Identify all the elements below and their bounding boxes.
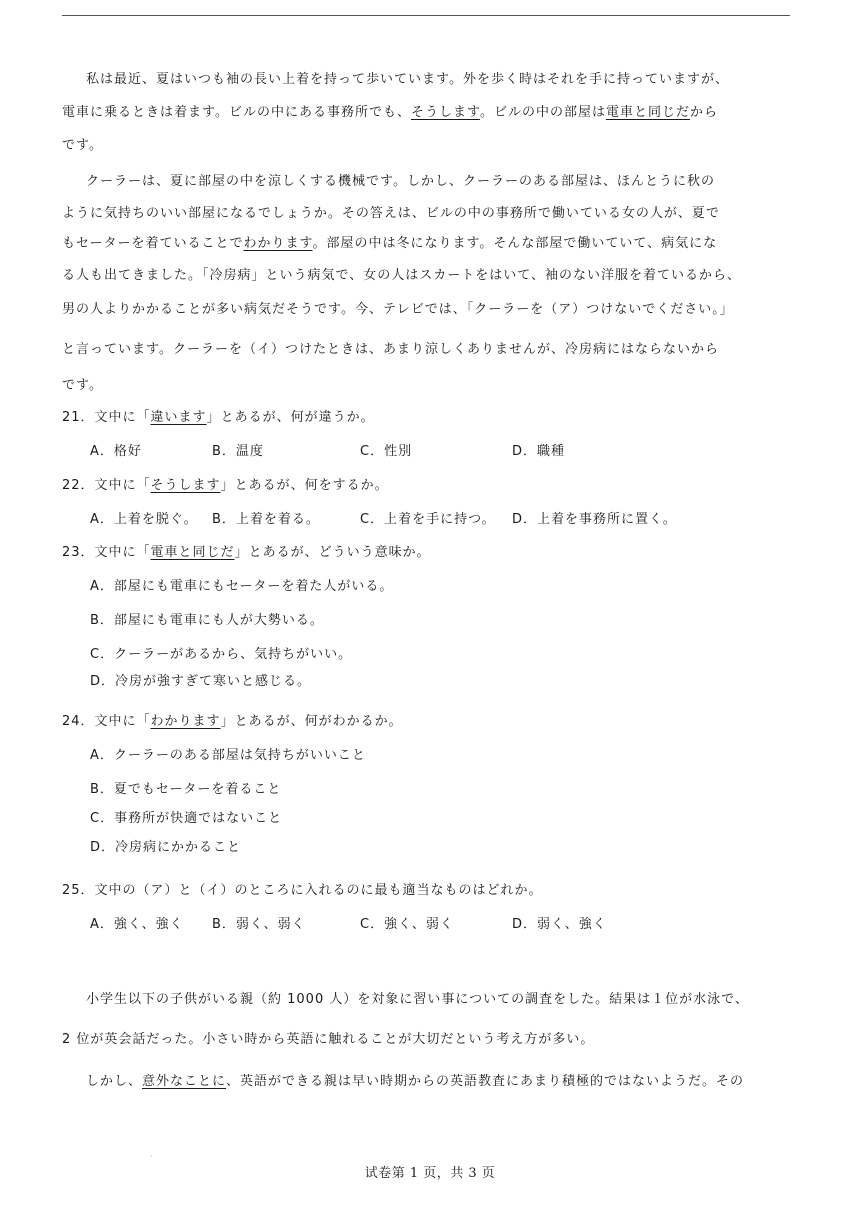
option-row (90, 915, 607, 935)
underlined-phrase: そうします (150, 478, 221, 493)
option-a[interactable]: A．格好 (90, 444, 142, 459)
question-stem: 24．文中に「わかります」とあるが、何がわかるか。 (62, 714, 403, 729)
passage-line: です。 (62, 378, 103, 393)
option-a[interactable]: A．強く、強く (90, 917, 184, 932)
option-a[interactable]: A．クーラーのある部屋は気持ちがいいこと (90, 748, 366, 763)
passage-line: 私は最近、夏はいつも袖の長い上着を持って歩いています。外を歩く時はそれを手に持っていますが、 (86, 72, 729, 87)
question-stem: 21．文中に「違います」とあるが、何が違うか。 (62, 410, 375, 425)
option-row (90, 510, 677, 530)
option-c[interactable]: C．事務所が快適ではないこと (90, 811, 283, 826)
underlined-phrase: そうします (410, 105, 480, 120)
page-footer: 试卷第 1 页，共 3 页 (364, 1166, 496, 1181)
passage-line: と言っています。クーラーを（イ）つけたときは、あまり涼しくありませんが、冷房病にはならないから (62, 342, 719, 357)
option-c[interactable]: C．性別 (360, 444, 413, 459)
option-b[interactable]: B．夏でもセーターを着ること (90, 782, 282, 797)
passage-line: 2 位が英会話だった。小さい時から英語に触れることが大切だという考え方が多い。 (62, 1032, 595, 1047)
option-a[interactable]: A．部屋にも電車にもセーターを着た人がいる。 (90, 579, 394, 594)
option-row (90, 442, 565, 462)
underlined-phrase: わかります (150, 714, 221, 729)
question-stem: 25．文中の（ア）と（イ）のところに入れるのに最も適当なものはどれか。 (62, 883, 543, 898)
option-d[interactable]: D．弱く、強く (512, 917, 607, 932)
passage-line: 電車に乗るときは着ます。ビルの中にある事務所でも、そうします。ビルの中の部屋は電車と同じだから (62, 105, 718, 120)
option-d[interactable]: D．冷房病にかかること (90, 840, 242, 855)
passage-line: ように気持ちのいい部屋になるでしょうか。その答えは、ビルの中の事務所で働いている女の人が、夏で (62, 206, 720, 221)
header-rule (62, 15, 790, 16)
question-stem: 23．文中に「電車と同じだ」とあるが、どういう意味か。 (62, 545, 431, 560)
underlined-phrase: 意外なことに (142, 1074, 227, 1089)
option-d[interactable]: D．上着を事務所に置く。 (512, 512, 677, 527)
underlined-phrase: わかります (243, 236, 313, 251)
option-b[interactable]: B．温度 (212, 444, 264, 459)
passage-line: もセーターを着ていることでわかります。部屋の中は冬になります。そんな部屋で働いていて、病気にな (62, 236, 718, 251)
underlined-phrase: 電車と同じだ (605, 105, 690, 120)
underlined-phrase: 違います (150, 410, 207, 425)
option-d[interactable]: D．職種 (512, 444, 566, 459)
passage-line: 男の人よりかかることが多い病気だそうです。今、テレビでは、「クーラーを（ア）つけないでください。」 (62, 302, 734, 317)
option-b[interactable]: B．弱く、弱く (212, 917, 306, 932)
option-a[interactable]: A．上着を脱ぐ。 (90, 512, 198, 527)
passage-line: る人も出てきました。「冷房病」という病気で、女の人はスカートをはいて、袖のない洋服を着ているから、 (62, 268, 741, 283)
question-stem: 22．文中に「そうします」とあるが、何をするか。 (62, 478, 389, 493)
option-b[interactable]: B．部屋にも電車にも人が大勢いる。 (90, 613, 324, 628)
option-c[interactable]: C．クーラーがあるから、気持ちがいい。 (90, 647, 353, 662)
option-c[interactable]: C．上着を手に持つ。 (360, 512, 496, 527)
passage-line: 小学生以下の子供がいる親（約 1000 人）を対象に習い事についての調査をした。結果は１位が水泳で、 (86, 992, 749, 1007)
option-b[interactable]: B．上着を着る。 (212, 512, 320, 527)
option-d[interactable]: D．冷房が強すぎて寒いと感じる。 (90, 674, 312, 689)
stray-dot: · (150, 1152, 153, 1161)
underlined-phrase: 電車と同じだ (150, 545, 235, 560)
option-c[interactable]: C．強く、弱く (360, 917, 454, 932)
passage-line: クーラーは、夏に部屋の中を涼しくする機械です。しかし、クーラーのある部屋は、ほんとうに秋の (86, 174, 715, 189)
passage-line: しかし、意外なことに、英語ができる親は早い時期からの英語教査にあまり積極的ではないようだ。その (86, 1074, 745, 1089)
passage-line: です。 (62, 138, 103, 153)
